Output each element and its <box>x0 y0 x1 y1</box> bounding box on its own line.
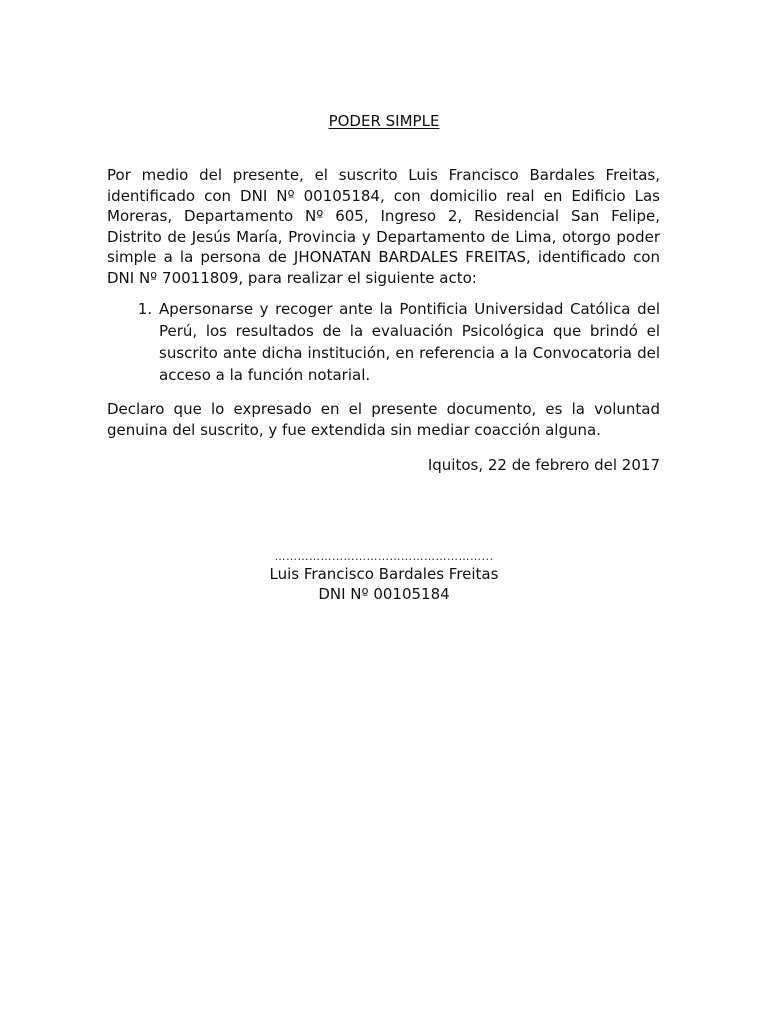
list-item <box>107 298 660 386</box>
list-item-number: 1. <box>137 300 152 318</box>
intro-paragraph: Por medio del presente, el suscrito Luis Francisco Bardales Freitas, identificado con DNI Nº 00105184, con domicilio real en Edificio Las Moreras, Departamento Nº 605, Ingreso 2, Residencial San Felipe, Distrito de Jesús María, Provincia y Departamento de Lima, otorgo poder simple a la persona de JHONATAN BARDALES FREITAS, identificado con DNI Nº 70011809, para realizar el siguiente acto: <box>107 166 660 287</box>
signer-dni: DNI Nº 00105184 <box>318 585 450 603</box>
declaration-paragraph: Declaro que lo expresado en el presente documento, es la voluntad genuina del suscrito, y fue extendida sin mediar coacción alguna. <box>107 400 660 439</box>
signer-name: Luis Francisco Bardales Freitas <box>269 565 499 583</box>
document-title <box>0 111 768 131</box>
list-item-text: Apersonarse y recoger ante la Pontificia Universidad Católica del Perú, los resultados de la evaluación Psicológica que brindó el suscrito ante dicha institución, en referencia a la Convocatoria del acceso a la función notarial. <box>159 300 660 384</box>
signature-line: ………………………………………………... <box>274 550 494 563</box>
place-date: Iquitos, 22 de febrero del 2017 <box>427 456 660 474</box>
title-text: PODER SIMPLE <box>328 112 440 130</box>
act-list <box>107 298 660 386</box>
signature-block <box>0 550 768 604</box>
